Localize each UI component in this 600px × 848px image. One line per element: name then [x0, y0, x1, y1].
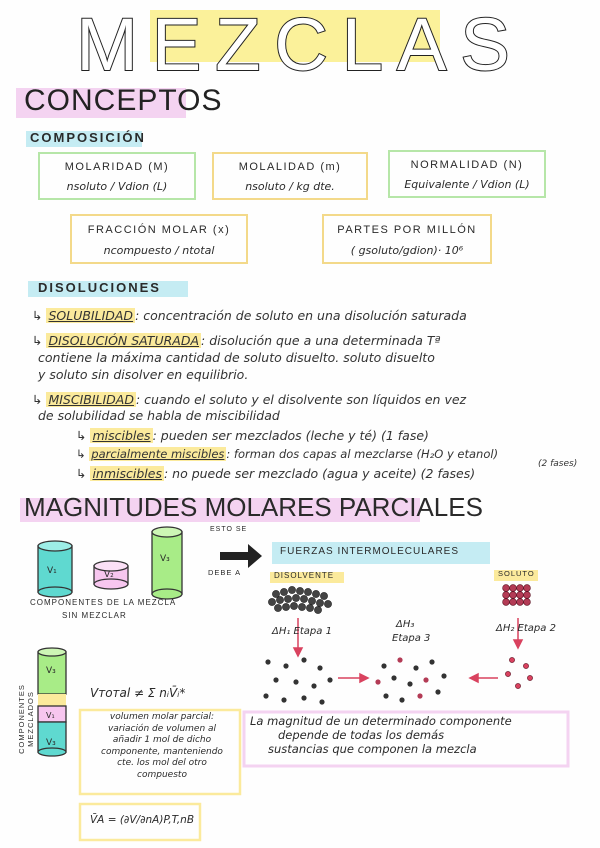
miscibles-line: ↳ miscibles : pueden ser mezclados (leche y té) (1 fase)	[76, 428, 429, 443]
etapa1-label: ΔH₁ Etapa 1	[272, 626, 332, 637]
saturada-line-3: y soluto sin disolver en equilibrio.	[38, 367, 249, 382]
vmolar-line-6: compuesto	[137, 769, 187, 780]
inmiscibles-text: : no puede ser mezclado (agua y aceite) (2 fases)	[163, 466, 476, 481]
fraccion-molar-formula: ncompuesto / ntotal	[103, 244, 215, 257]
parcial-note: (2 fases)	[538, 459, 578, 469]
ppm-formula: ( gsoluto/gdion)· 10⁶	[350, 244, 464, 257]
etapa2-label: ΔH₂ Etapa 2	[496, 623, 556, 634]
componentes-label-1: COMPONENTES DE LA MEZCLA	[30, 598, 177, 607]
parcial-text: : forman dos capas al mezclarse (H₂O y etanol)	[226, 447, 499, 461]
etapa3-label: Etapa 3	[392, 633, 431, 644]
vmolar-text	[86, 712, 238, 782]
componentes-label-2: SIN MEZCLAR	[62, 611, 127, 620]
vmolar-line-5: cte. los mol del otro	[117, 758, 207, 769]
molalidad-title: MOLALIDAD (m)	[238, 161, 342, 173]
magnitud-line-2: depende de todas los demás	[278, 728, 445, 742]
parcial-keyword: parcialmente miscibles	[91, 447, 225, 461]
vmolar-line-2: variación de volumen al	[107, 723, 217, 734]
cyl-v2-label: V₂	[104, 570, 114, 580]
magnitudes-heading: MAGNITUDES MOLARES PARCIALES	[24, 492, 483, 522]
normalidad-title: NORMALIDAD (N)	[410, 159, 524, 171]
mixture-particles	[375, 657, 446, 702]
molaridad-formula: nsoluto / Vdion (L)	[66, 180, 168, 193]
cyl-v1-label: V₁	[47, 566, 57, 576]
composicion-heading: COMPOSICIÓN	[30, 130, 146, 145]
molalidad-formula: nsoluto / kg dte.	[245, 180, 335, 193]
componentes-mezclados-label: COMPONENTES MEZCLADOS	[17, 684, 35, 754]
page-title: MEZCLAS	[76, 3, 524, 86]
arrow-icon	[220, 544, 262, 568]
debe-a-label: DEBE A	[208, 568, 242, 577]
fuerzas-heading: FUERZAS INTERMOLECULARES	[280, 546, 460, 557]
fraccion-molar-title: FRACCIÓN MOLAR (x)	[87, 224, 231, 236]
va-formula: V̄A = (∂V/∂nA)P,T,nB	[90, 814, 195, 826]
saturada-keyword: DISOLUCIÓN SATURADA	[48, 333, 200, 348]
disoluciones-heading: DISOLUCIONES	[38, 280, 161, 295]
soluto-label: SOLUTO	[498, 569, 535, 578]
vmolar-line-3: añadir 1 mol de dicho	[112, 735, 212, 746]
molaridad-box	[38, 152, 196, 200]
saturada-line-2: contiene la máxima cantidad de soluto disuelto. soluto disuelto	[38, 350, 435, 365]
magnitud-text	[250, 714, 566, 756]
mixed-v3-label: V₃	[46, 666, 56, 676]
miscibles-text: : pueden ser mezclados (leche y té) (1 fase)	[152, 428, 429, 443]
inmiscibles-line: ↳ inmiscibles : no puede ser mezclado (agua y aceite) (2 fases)	[76, 466, 476, 481]
disolvente-label: DISOLVENTE	[274, 571, 335, 580]
magnitud-line-1: La magnitud de un determinado componente	[250, 714, 512, 728]
miscibles-keyword: miscibles	[92, 428, 151, 443]
etapa3-dh-label: ΔH₃	[396, 619, 415, 630]
mixed-v3b-label: V₃	[46, 738, 56, 748]
parcial-line: ↳ parcialmente miscibles : forman dos capas al mezclarse (H₂O y etanol)	[76, 447, 499, 461]
inmiscibles-keyword: inmiscibles	[92, 466, 162, 481]
solubilidad-keyword: SOLUBILIDAD	[48, 308, 134, 323]
conceptos-heading: CONCEPTOS	[24, 84, 223, 117]
saturada-text-1: : disolución que a una determinada Tª	[201, 333, 441, 348]
dispersed-soluto	[505, 657, 532, 688]
solubilidad-line: ↳ SOLUBILIDAD : concentración de soluto en una disolución saturada	[32, 308, 467, 323]
normalidad-box	[388, 150, 546, 198]
ppm-title: PARTES POR MILLÓN	[337, 224, 477, 236]
normalidad-formula: Equivalente / Vdion (L)	[404, 178, 530, 191]
esto-se-label: ESTO SE	[210, 526, 248, 533]
saturada-line-1: ↳ DISOLUCIÓN SATURADA : disolución que a una determinada Tª	[32, 333, 441, 348]
fraccion-molar-box	[70, 214, 248, 264]
vmolar-line-4: componente, manteniendo	[101, 746, 223, 757]
miscibilidad-text-1: : cuando el soluto y el disolvente son líquidos en vez	[136, 392, 467, 407]
molaridad-title: MOLARIDAD (M)	[64, 161, 170, 173]
miscibilidad-line-2: de solubilidad se habla de miscibilidad	[38, 408, 280, 423]
vmolar-line-1: volumen molar parcial:	[109, 712, 215, 722]
miscibilidad-keyword: MISCIBILIDAD	[48, 392, 134, 407]
miscibilidad-line-1: ↳ MISCIBILIDAD : cuando el soluto y el disolvente son líquidos en vez	[32, 392, 467, 407]
dispersed-disolvente	[263, 657, 332, 704]
soluto-particles	[503, 585, 531, 606]
molalidad-box	[212, 152, 368, 200]
mixed-v1-label: V₁	[46, 711, 55, 720]
vtotal-formula: Vтотаl ≠ Σ nᵢV̄ᵢ*	[90, 686, 186, 700]
disolvente-particles	[268, 586, 331, 613]
cyl-v3-label: V₃	[160, 554, 170, 564]
magnitud-line-3: sustancias que componen la mezcla	[268, 742, 477, 756]
solubilidad-text: : concentración de soluto en una disolución saturada	[135, 308, 467, 323]
ppm-box	[322, 214, 492, 264]
